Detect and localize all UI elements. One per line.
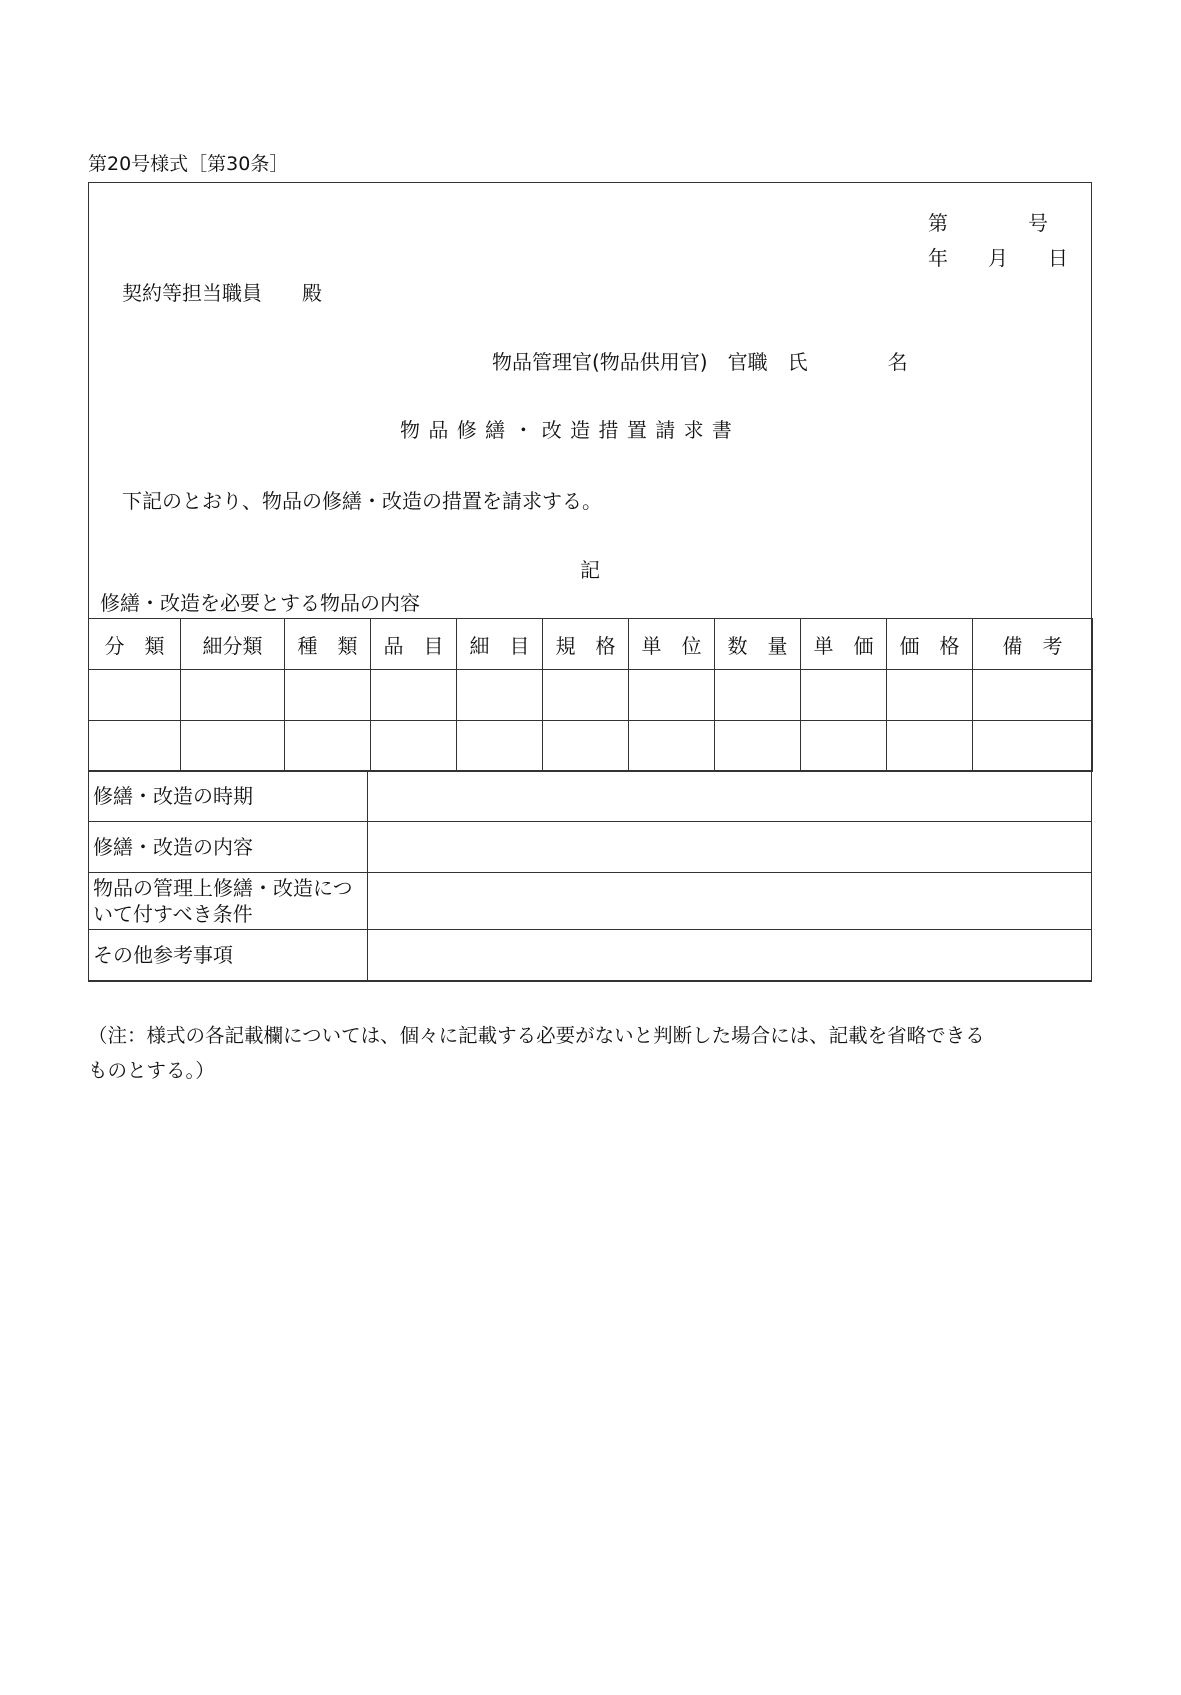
column-header: 分 類 xyxy=(89,619,181,670)
table-cell[interactable] xyxy=(629,721,715,772)
table-cell[interactable] xyxy=(457,721,543,772)
table-cell[interactable] xyxy=(629,670,715,721)
column-header: 細分類 xyxy=(181,619,285,670)
table-cell[interactable] xyxy=(371,721,457,772)
ki-label: 記 xyxy=(580,558,600,582)
table-header-row xyxy=(89,619,1093,670)
info-row-other xyxy=(89,930,1092,981)
info-label: その他参考事項 xyxy=(89,930,368,981)
table-cell[interactable] xyxy=(887,721,973,772)
note-line-2: ものとする。） xyxy=(88,1059,215,1082)
column-header: 種 類 xyxy=(285,619,371,670)
info-row-timing xyxy=(89,771,1092,822)
info-value[interactable] xyxy=(368,873,1092,930)
column-header: 価 格 xyxy=(887,619,973,670)
document-title: 物 品 修 繕 ・ 改 造 措 置 請 求 書 xyxy=(400,418,733,442)
info-label: 修繕・改造の時期 xyxy=(89,771,368,822)
table-cell[interactable] xyxy=(285,670,371,721)
info-label: 修繕・改造の内容 xyxy=(89,822,368,873)
items-table xyxy=(88,618,1093,772)
info-table xyxy=(88,770,1092,981)
form-number: 第20号様式［第30条］ xyxy=(88,153,289,175)
table-cell[interactable] xyxy=(285,721,371,772)
document-number: 第 号 xyxy=(928,211,1048,235)
table-cell[interactable] xyxy=(457,670,543,721)
sender: 物品管理官(物品供用官) 官職 氏 名 xyxy=(492,350,908,374)
table-row xyxy=(89,670,1093,721)
column-header: 規 格 xyxy=(543,619,629,670)
table-row xyxy=(89,721,1093,772)
table-cell[interactable] xyxy=(973,721,1093,772)
column-header: 単 価 xyxy=(801,619,887,670)
table-cell[interactable] xyxy=(543,670,629,721)
addressee: 契約等担当職員 殿 xyxy=(122,281,322,305)
table-cell[interactable] xyxy=(371,670,457,721)
table-cell[interactable] xyxy=(89,670,181,721)
column-header: 細 目 xyxy=(457,619,543,670)
table-cell[interactable] xyxy=(887,670,973,721)
info-value[interactable] xyxy=(368,930,1092,981)
table-cell[interactable] xyxy=(801,670,887,721)
column-header: 備 考 xyxy=(973,619,1093,670)
document-date: 年 月 日 xyxy=(928,246,1068,270)
column-header: 数 量 xyxy=(715,619,801,670)
column-header: 単 位 xyxy=(629,619,715,670)
section-label: 修繕・改造を必要とする物品の内容 xyxy=(100,591,420,615)
note-line-1: （注：様式の各記載欄については、個々に記載する必要がないと判断した場合には、記載を省略できる xyxy=(88,1024,985,1047)
body-text: 下記のとおり、物品の修繕・改造の措置を請求する。 xyxy=(122,489,602,513)
table-cell[interactable] xyxy=(715,721,801,772)
table-cell[interactable] xyxy=(543,721,629,772)
info-value[interactable] xyxy=(368,771,1092,822)
table-cell[interactable] xyxy=(801,721,887,772)
info-label: 物品の管理上修繕・改造について付すべき条件 xyxy=(89,873,368,930)
table-cell[interactable] xyxy=(181,721,285,772)
table-cell[interactable] xyxy=(973,670,1093,721)
column-header: 品 目 xyxy=(371,619,457,670)
info-row-content xyxy=(89,822,1092,873)
table-cell[interactable] xyxy=(89,721,181,772)
table-cell[interactable] xyxy=(715,670,801,721)
table-cell[interactable] xyxy=(181,670,285,721)
info-row-conditions xyxy=(89,873,1092,930)
info-value[interactable] xyxy=(368,822,1092,873)
